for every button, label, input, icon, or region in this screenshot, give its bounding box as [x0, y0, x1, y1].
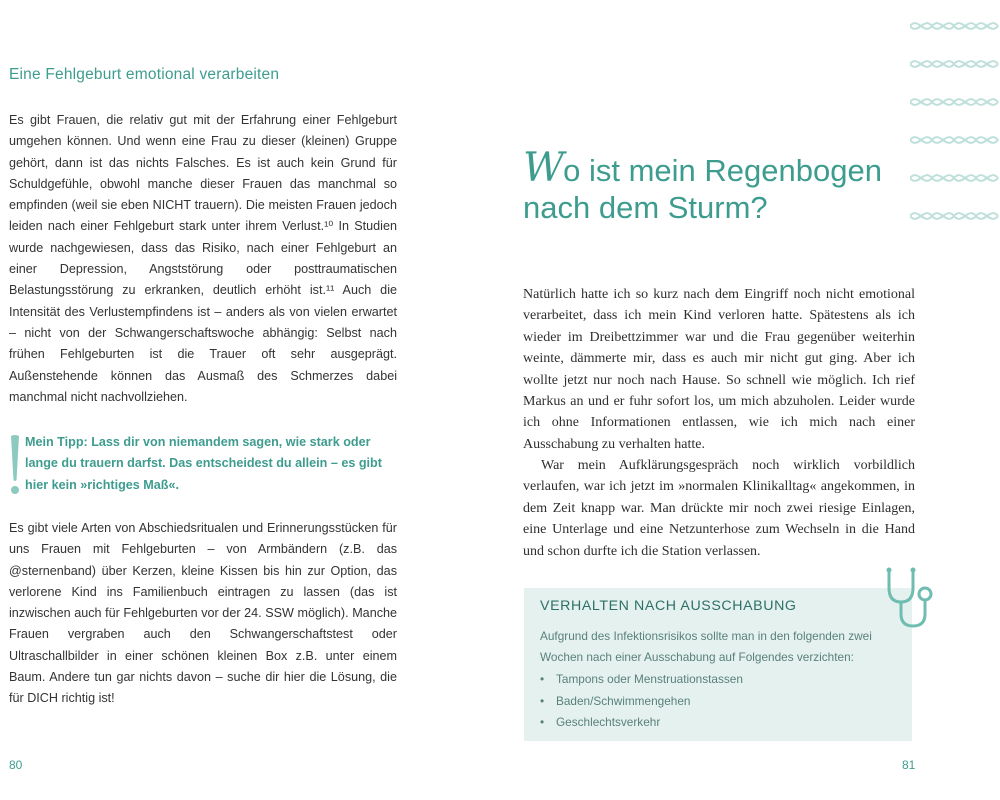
body-paragraph: Natürlich hatte ich so kurz nach dem Eingriff noch nicht emotional verarbeitet, dass ich mein Kind verloren hatte. Spätestens als ich wieder im Dreibettzimmer war und die Frau gegenüber weiterhin weinte, dämmerte mir, dass es auch mir nicht gut ging. Aber ich wollte jetzt nur noch nach Hause. So schnell wie möglich. Ich rief Markus an und er fuhr sofort los, um mich abzuholen. Leider wurde ich ohne Informationen entlassen, wie ich mich nach einer Ausschabung zu verhalten hatte.: [523, 287, 915, 452]
exclamation-icon: [9, 434, 21, 498]
info-box: [524, 588, 912, 741]
info-box-list: [540, 669, 743, 734]
body-paragraph: Es gibt Frauen, die relativ gut mit der Erfahrung einer Fehlgeburt umgehen können. Und wenn eine Frau zu dieser (kleinen) Gruppe gehört, dann ist das nichts Falsches. Es ist auch kein Grund für Schuldgefühle, obwohl manche dieser Frauen das manchmal so empfinden (weil sie eben NICHT trauern). Die meisten Frauen jedoch leiden nach einer Fehlgeburt stark unter ihrem Verlust.¹⁰ In Studien wurde nachgewiesen, dass das Risiko, nach einer Fehlgeburt an einer Depression, Angststörung oder posttraumatischen Belastungsstörung zu erkranken, deutlich erhöht ist.¹¹ Auch die Intensität des Verlustempfindens ist – anders als von vielen erwartet – nicht von der Schwangerschaftswoche abhängig: Selbst nach frühen Fehlgeburten ist die Trauer oft sehr ausgeprägt. Außenstehende können das Ausmaß des Schmerzes dabei manchmal nicht nachvollziehen.: [9, 113, 397, 404]
chapter-title: [523, 145, 923, 226]
body-paragraph: Es gibt viele Arten von Abschiedsritualen und Erinnerungsstücken für uns Frauen mit Fehlgeburten – von Armbändern (z.B. das @sternenband) über Kerzen, kleine Kissen bis hin zur Option, das verlorene Kind ins Familienbuch eintragen zu lassen (das ist inzwischen auch für Fehlgeburten vor der 24. SSW möglich). Manche Frauen vergraben auch den Schwangerschaftstest oder Ultraschallbilder in einer schönen kleinen Box z.B. unter einem Baum. Andere tun gar nichts davon – suche dir hier die Lösung, die für DICH richtig ist!: [9, 521, 397, 706]
bullet: •: [540, 715, 545, 729]
stethoscope-icon: [883, 566, 935, 632]
list-item: [540, 712, 743, 734]
bullet: •: [540, 693, 545, 708]
right-page: [500, 0, 1000, 800]
wave-pattern: [910, 18, 1000, 228]
title-initial: W: [523, 145, 564, 191]
chapter-title-line-1: [523, 145, 923, 191]
body-paragraph: War mein Aufklärungsgespräch noch wirklich vorbildlich verlaufen, war ich jetzt im »normalen Klinikalltag« angekommen, in dem Zeit knapp war. Man drückte mir noch zwei riesige Einlagen, eine Unterlage und eine Netzunterhose zum Wechseln in die Hand und schon durfte ich die Station verlassen.: [523, 458, 915, 559]
list-item: [540, 691, 743, 713]
info-box-intro: Aufgrund des Infektionsrisikos sollte man in den folgenden zwei Wochen nach einer Ausschabung auf Folgendes verzichten:: [540, 629, 872, 664]
page-number: 81: [902, 758, 916, 772]
list-item: [540, 669, 743, 691]
page-number: 80: [9, 758, 23, 772]
title-line1-rest: o ist mein Regenbogen: [563, 153, 882, 188]
info-box-title: VERHALTEN NACH AUSSCHABUNG: [540, 598, 797, 614]
tip-text: Mein Tipp: Lass dir von niemandem sagen, wie stark oder lange du trauern darfst. Das entscheidest du allein – es gibt hier kein »richtiges Maß«.: [25, 435, 382, 492]
list-item-text: Tampons oder Menstruationstassen: [556, 672, 743, 686]
section-heading: Eine Fehlgeburt emotional verarbeiten: [9, 66, 280, 83]
list-item-text: Geschlechtsverkehr: [556, 715, 661, 729]
list-item-text: Baden/Schwimmengehen: [556, 693, 691, 708]
chapter-title-line-2: nach dem Sturm?: [523, 190, 768, 225]
bullet: •: [540, 672, 545, 686]
